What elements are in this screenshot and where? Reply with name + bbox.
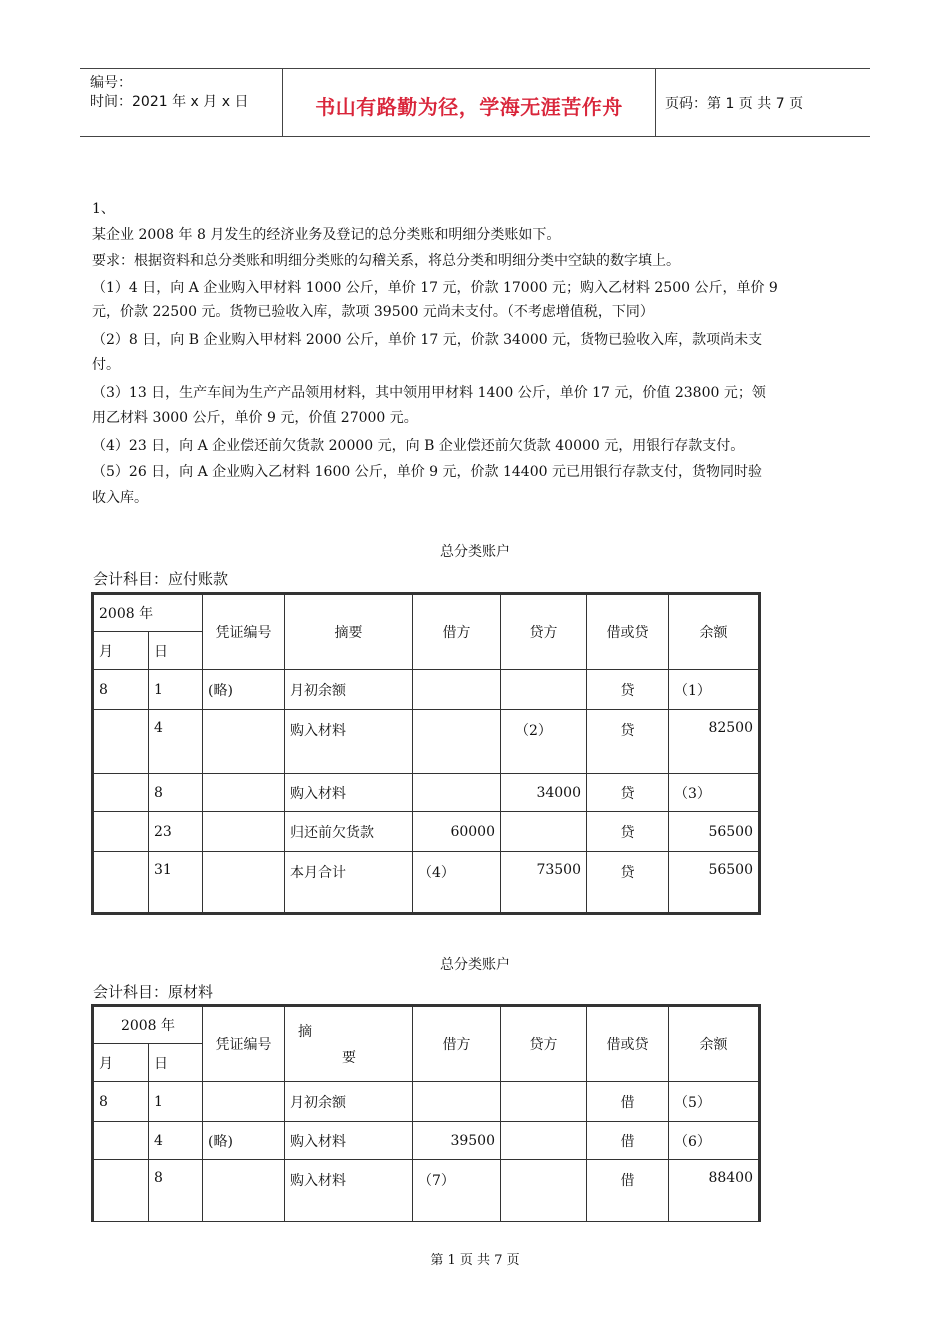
voucher-header: 凭证编号 <box>203 594 285 670</box>
day-header: 日 <box>149 1044 203 1082</box>
summary-header-top: 摘 <box>298 1024 312 1040</box>
cell-balance: 56500 <box>669 812 760 852</box>
cell-month: 8 <box>93 1082 149 1122</box>
cell-dc: 贷 <box>587 774 669 812</box>
cell-day: 4 <box>149 710 203 774</box>
cell-debit: 39500 <box>413 1122 501 1160</box>
table-row <box>93 670 760 710</box>
summary-header: 摘要 <box>285 594 413 670</box>
cell-dc: 借 <box>587 1160 669 1222</box>
ledger1-subject: 会计科目：应付账款 <box>93 570 229 588</box>
cell-dc: 贷 <box>587 812 669 852</box>
page-header <box>80 68 870 137</box>
cell-debit <box>413 710 501 774</box>
cell-summary: 购入材料 <box>285 1122 413 1160</box>
ledger1-table <box>91 592 761 915</box>
ledger2-table <box>91 1004 761 1222</box>
cell-credit: （2） <box>501 710 587 774</box>
balance-header: 余额 <box>669 1006 760 1082</box>
cell-day: 31 <box>149 852 203 914</box>
question-line: （2）8 日，向 B 企业购入甲材料 2000 公斤，单价 17 元，价款 34000 元，货物已验收入库，款项尚未支 <box>92 332 763 348</box>
ledger1-title: 总分类账户 <box>440 544 510 560</box>
cell-credit <box>501 1122 587 1160</box>
dc-header: 借或贷 <box>587 594 669 670</box>
month-header: 月 <box>93 1044 149 1082</box>
cell-month <box>93 1122 149 1160</box>
cell-summary: 购入材料 <box>285 1160 413 1222</box>
cell-month <box>93 1160 149 1222</box>
cell-voucher: (略) <box>203 670 285 710</box>
day-header: 日 <box>149 632 203 670</box>
header-meta <box>80 69 282 136</box>
table-row <box>93 774 760 812</box>
cell-balance: （5） <box>669 1082 760 1122</box>
cell-voucher <box>203 812 285 852</box>
table-row <box>93 710 760 774</box>
question-number: 1、 <box>92 201 115 217</box>
year-header: 2008 年 <box>93 1006 203 1044</box>
motto: 书山有路勤为径，学海无涯苦作舟 <box>315 95 623 119</box>
cell-voucher <box>203 1160 285 1222</box>
debit-header: 借方 <box>413 1006 501 1082</box>
cell-dc: 贷 <box>587 852 669 914</box>
cell-credit <box>501 670 587 710</box>
cell-dc: 贷 <box>587 710 669 774</box>
table-row <box>93 1160 760 1222</box>
cell-month <box>93 812 149 852</box>
question-line: （5）26 日，向 A 企业购入乙材料 1600 公斤，单价 9 元，价款 14400 元已用银行存款支付，货物同时验 <box>92 464 762 480</box>
cell-balance: （6） <box>669 1122 760 1160</box>
summary-header <box>285 1006 413 1082</box>
question-line: 用乙材料 3000 公斤，单价 9 元，价值 27000 元。 <box>92 410 418 426</box>
cell-dc: 借 <box>587 1122 669 1160</box>
cell-day: 4 <box>149 1122 203 1160</box>
cell-credit: 34000 <box>501 774 587 812</box>
month-header: 月 <box>93 632 149 670</box>
question-line: 收入库。 <box>92 490 148 506</box>
debit-header: 借方 <box>413 594 501 670</box>
cell-voucher <box>203 710 285 774</box>
cell-voucher <box>203 774 285 812</box>
cell-month: 8 <box>93 670 149 710</box>
cell-summary: 购入材料 <box>285 710 413 774</box>
cell-debit <box>413 774 501 812</box>
cell-debit: （7） <box>413 1160 501 1222</box>
voucher-header: 凭证编号 <box>203 1006 285 1082</box>
header-motto-cell <box>282 69 656 136</box>
cell-summary: 本月合计 <box>285 852 413 914</box>
cell-day: 1 <box>149 1082 203 1122</box>
cell-day: 8 <box>149 774 203 812</box>
cell-credit <box>501 1082 587 1122</box>
cell-summary: 购入材料 <box>285 774 413 812</box>
cell-debit <box>413 1082 501 1122</box>
cell-day: 23 <box>149 812 203 852</box>
cell-month <box>93 710 149 774</box>
table-row <box>93 812 760 852</box>
dc-header: 借或贷 <box>587 1006 669 1082</box>
year-header: 2008 年 <box>93 594 203 632</box>
cell-month <box>93 852 149 914</box>
table-row <box>93 1082 760 1122</box>
cell-debit <box>413 670 501 710</box>
cell-balance: （1） <box>669 670 760 710</box>
ledger2-subject: 会计科目：原材料 <box>93 983 214 1001</box>
document-date: 时间：2021 年 x 月 x 日 <box>90 94 249 110</box>
cell-balance: 88400 <box>669 1160 760 1222</box>
cell-credit <box>501 1160 587 1222</box>
page-footer: 第 1 页 共 7 页 <box>430 1253 520 1268</box>
ledger2-title: 总分类账户 <box>440 957 510 973</box>
cell-voucher <box>203 852 285 914</box>
cell-dc: 借 <box>587 1082 669 1122</box>
cell-day: 8 <box>149 1160 203 1222</box>
cell-summary: 月初余额 <box>285 670 413 710</box>
table-row <box>93 852 760 914</box>
cell-voucher: (略) <box>203 1122 285 1160</box>
document-number: 编号： <box>90 75 132 91</box>
cell-debit: 60000 <box>413 812 501 852</box>
cell-credit <box>501 812 587 852</box>
balance-header: 余额 <box>669 594 760 670</box>
question-line: 付。 <box>92 357 120 373</box>
question-line: （3）13 日，生产车间为生产产品领用材料，其中领用甲材料 1400 公斤，单价 17 元，价值 23800 元；领 <box>92 385 766 401</box>
cell-balance: 56500 <box>669 852 760 914</box>
question-line: （4）23 日，向 A 企业偿还前欠货款 20000 元，向 B 企业偿还前欠货款 40000 元，用银行存款支付。 <box>92 438 745 454</box>
header-page-cell <box>655 69 870 136</box>
cell-summary: 归还前欠货款 <box>285 812 413 852</box>
cell-day: 1 <box>149 670 203 710</box>
credit-header: 贷方 <box>501 1006 587 1082</box>
cell-credit: 73500 <box>501 852 587 914</box>
question-line: 某企业 2008 年 8 月发生的经济业务及登记的总分类账和明细分类账如下。 <box>92 227 561 243</box>
cell-balance: （3） <box>669 774 760 812</box>
credit-header: 贷方 <box>501 594 587 670</box>
question-line: （1）4 日，向 A 企业购入甲材料 1000 公斤，单价 17 元，价款 17000 元；购入乙材料 2500 公斤，单价 9 <box>92 280 778 296</box>
cell-debit: （4） <box>413 852 501 914</box>
summary-header-bottom: 要 <box>342 1050 356 1066</box>
cell-voucher <box>203 1082 285 1122</box>
cell-summary: 月初余额 <box>285 1082 413 1122</box>
cell-balance: 82500 <box>669 710 760 774</box>
table-row <box>93 1122 760 1160</box>
page-indicator: 页码：第 1 页 共 7 页 <box>665 96 804 112</box>
cell-month <box>93 774 149 812</box>
question-line: 元，价款 22500 元。货物已验收入库，款项 39500 元尚未支付。（不考虑增值税，下同） <box>92 304 654 320</box>
cell-dc: 贷 <box>587 670 669 710</box>
question-line: 要求：根据资料和总分类账和明细分类账的勾稽关系，将总分类和明细分类中空缺的数字填上。 <box>92 253 680 269</box>
